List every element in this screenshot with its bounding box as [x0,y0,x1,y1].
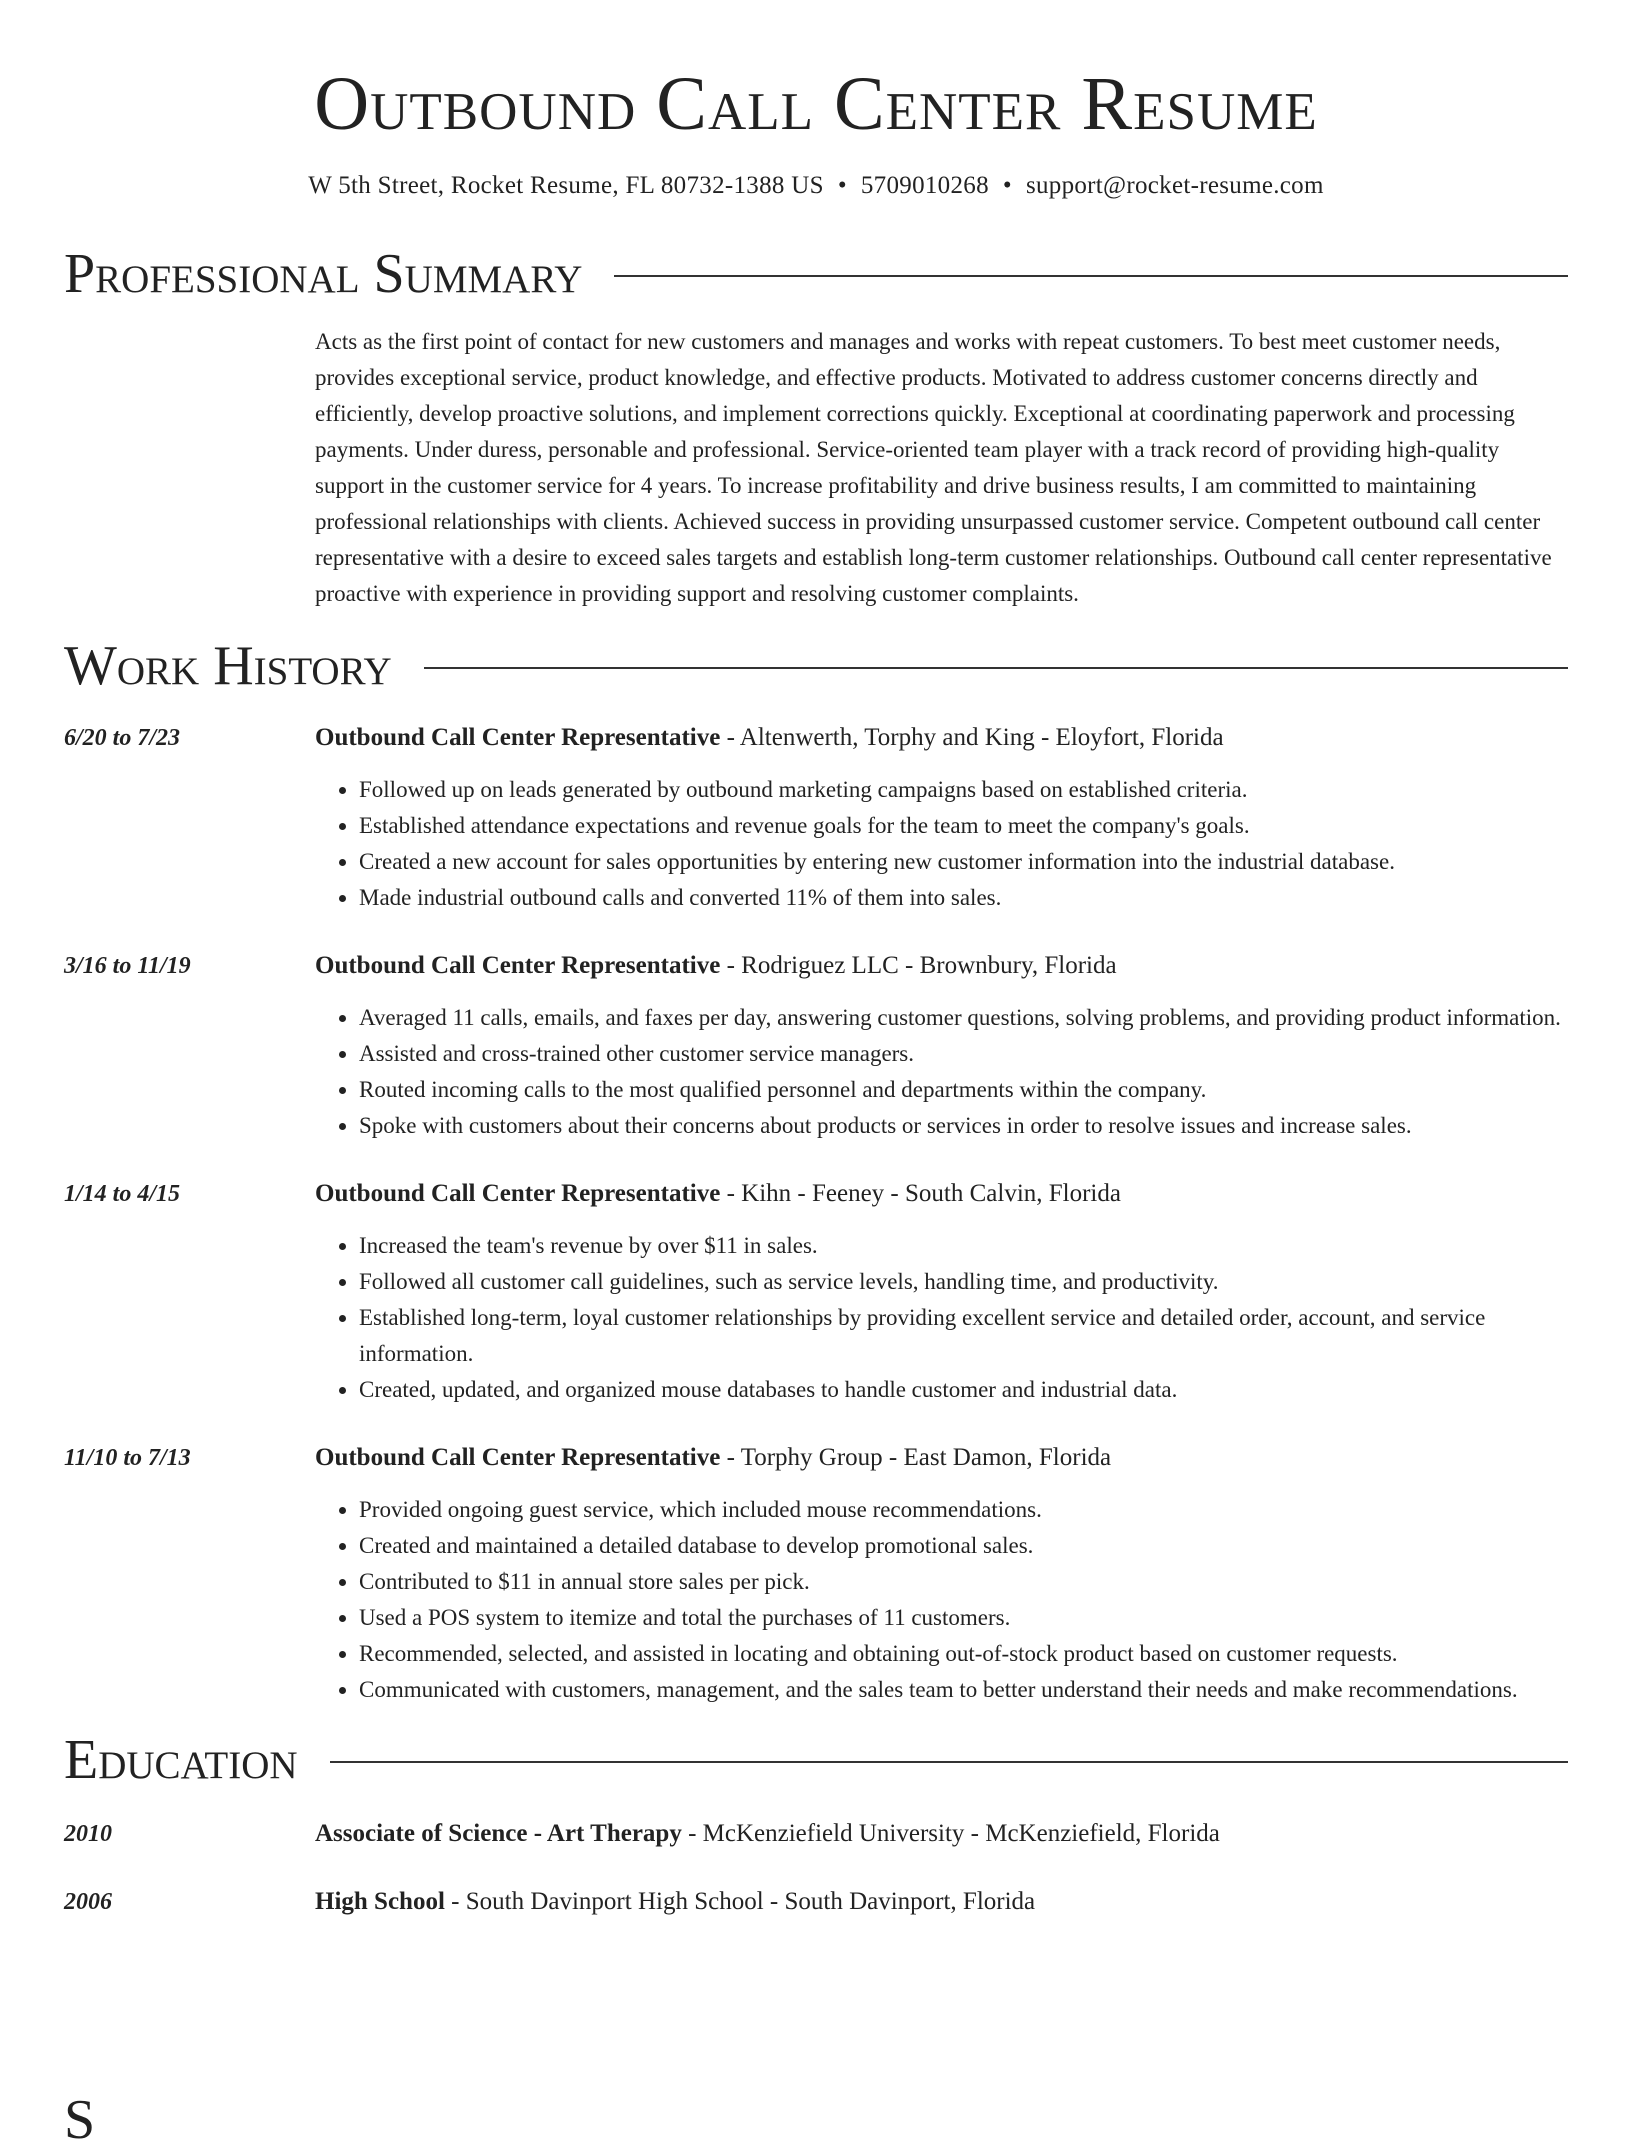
job-bullet: • Increased the team's revenue by over $11 in sales. [359,1228,1568,1264]
job-bullet: • Created and maintained a detailed database to develop promotional sales. [359,1528,1568,1564]
job-bullet: • Established attendance expectations and revenue goals for the team to meet the company's goals. [359,808,1568,844]
work-heading: Work History [64,635,392,697]
job-entry [64,720,1568,916]
job-bullet: • Followed up on leads generated by outbound marketing campaigns based on established criteria. [359,772,1568,808]
section-divider [424,667,1568,669]
job-dates: 1/14 to 4/15 [64,1181,181,1207]
job-dates: 11/10 to 7/13 [64,1445,191,1471]
job-entry [64,1440,1568,1708]
job-bullet: • Averaged 11 calls, emails, and faxes per day, answering customer questions, solving problems, and providing product information. [359,1000,1568,1036]
summary-heading: Professional Summary [64,243,583,305]
education-entry [64,1884,1568,1920]
summary-paragraph: Acts as the first point of contact for new customers and manages and works with repeat customers. To best meet customer needs, provides exceptional service, product knowledge, and effective products. Motivated to address customer concerns directly and efficiently, develop proactive solutions, and implement corrections quickly. Exceptional at coordinating paperwork and processing payments. Under duress, personable and professional. Service-oriented team player with a track record of providing high-quality support in the customer service for 4 years. To increase profitability and drive business results, I am committed to maintaining professional relationships with clients. Achieved success in providing unsurpassed customer service. Competent outbound call center representative with a desire to exceed sales targets and establish long-term customer relationships. Outbound call center representative proactive with experience in providing support and resolving customer complaints. [315,329,1552,606]
job-bullet: • Communicated with customers, management, and the sales team to better understand their needs and make recommendations. [359,1672,1568,1708]
section-divider [330,1761,1568,1763]
education-school: - South Davinport High School - South Davinport, Florida [444,1888,1036,1915]
work-section-heading [64,636,1568,696]
education-heading: Education [64,1729,298,1791]
job-bullet: • Assisted and cross-trained other customer service managers. [359,1036,1568,1072]
work-history-list [64,720,1568,1708]
job-bullet: • Used a POS system to itemize and total the purchases of 11 customers. [359,1600,1568,1636]
contact-address: W 5th Street, Rocket Resume, FL 80732-1388 US [308,172,824,199]
job-bullet: • Made industrial outbound calls and converted 11% of them into sales. [359,880,1568,916]
job-bullet: • Created a new account for sales opportunities by entering new customer information into the industrial database. [359,844,1568,880]
education-degree: High School [315,1888,445,1915]
job-bullets [315,1492,1568,1708]
job-headline [315,948,1568,984]
summary-section-heading [64,244,1568,304]
job-bullets [315,1228,1568,1408]
job-employer: - Kihn - Feeney - South Calvin, Florida [720,1180,1121,1207]
job-bullets [315,772,1568,916]
job-headline [315,1440,1568,1476]
education-headline [315,1816,1568,1852]
job-employer: - Torphy Group - East Damon, Florida [720,1444,1112,1471]
job-headline [315,1176,1568,1212]
contact-separator: • [1002,172,1012,199]
job-dates: 3/16 to 11/19 [64,953,191,979]
job-bullet: • Recommended, selected, and assisted in locating and obtaining out-of-stock product based on customer requests. [359,1636,1568,1672]
education-degree: Associate of Science - Art Therapy [315,1820,682,1847]
job-bullet: • Routed incoming calls to the most qualified personnel and departments within the company. [359,1072,1568,1108]
contact-phone: 5709010268 [860,172,989,199]
job-bullet: • Followed all customer call guidelines, such as service levels, handling time, and productivity. [359,1264,1568,1300]
education-year: 2010 [64,1821,112,1847]
job-headline [315,720,1568,756]
education-year: 2006 [64,1889,112,1915]
job-bullet: • Provided ongoing guest service, which included mouse recommendations. [359,1492,1568,1528]
job-bullet: • Spoke with customers about their concerns about products or services in order to resolve issues and increase sales. [359,1108,1568,1144]
job-entry [64,948,1568,1144]
education-headline [315,1884,1568,1920]
education-school: - McKenziefield University - McKenziefield, Florida [681,1820,1220,1847]
job-dates: 6/20 to 7/23 [64,725,181,751]
job-title: Outbound Call Center Representative [315,1180,721,1207]
job-entry [64,1176,1568,1408]
contact-email: support@rocket-resume.com [1025,172,1324,199]
education-section-heading [64,1730,1568,1790]
education-entry [64,1816,1568,1852]
job-employer: - Altenwerth, Torphy and King - Eloyfort, Florida [720,724,1224,751]
job-bullet: • Established long-term, loyal customer relationships by providing excellent service and detailed order, account, and service information. [359,1300,1568,1372]
job-title: Outbound Call Center Representative [315,1444,721,1471]
job-title: Outbound Call Center Representative [315,724,721,751]
job-bullet: • Created, updated, and organized mouse databases to handle customer and industrial data. [359,1372,1568,1408]
contact-line [64,172,1568,200]
section-divider [614,275,1568,277]
job-title: Outbound Call Center Representative [315,952,721,979]
contact-separator: • [837,172,847,199]
next-section-heading-partial: S [64,2089,96,2151]
job-employer: - Rodriguez LLC - Brownbury, Florida [720,952,1117,979]
job-bullet: • Contributed to $11 in annual store sales per pick. [359,1564,1568,1600]
resume-page [64,0,1568,2151]
job-bullets [315,1000,1568,1144]
education-list [64,1816,1568,1920]
resume-title: Outbound Call Center Resume [314,62,1318,146]
